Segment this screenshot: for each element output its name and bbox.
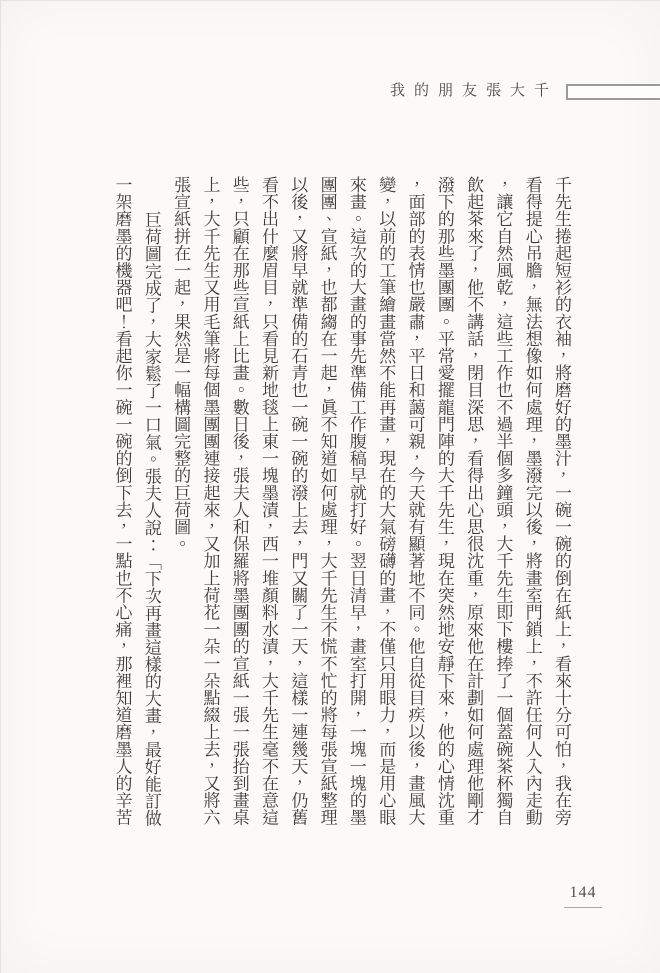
text-column: 千先生捲起短衫的衣袖，將磨好的墨汁，一碗一碗的倒在紙上，看來十分可怕，我在旁	[552, 176, 571, 826]
vertical-text-block	[107, 176, 576, 832]
text-column-paragraph-start: 巨荷圖完成了，大家鬆了一口氣。張夫人說：「下次再畫這樣的大畫，最好能訂做	[141, 210, 161, 827]
text-column: 些，只顧在那些宣紙上比畫。數日後，張夫人和保羅將墨團團的宣紙一張一張抬到畫桌	[229, 176, 249, 826]
text-column: 張宣紙拼在一起，果然是一幅構圖完整的巨荷圖。	[171, 176, 191, 553]
text-column: 潑下的那些墨團團。平常愛擺龍門陣的大千先生，現在突然地安靜下來，他的心情沈重	[434, 176, 454, 826]
running-head-title: 我的朋友張大千	[389, 83, 558, 99]
text-column: 團團、宣紙，也都縐在一起，眞不知道如何處理，大千先生不慌不忙的將每張宣紙整理	[317, 176, 337, 826]
text-column: 飲起茶來了，他不講話，閉目深思，看得出心思很沈重，原來他在計劃如何處理他剛才	[464, 176, 484, 826]
text-column: 上，大千先生又用毛筆將每個墨團團連接起來，又加上荷花一朵一朵點綴上去，又將六	[200, 176, 220, 826]
text-column: ，讓它自然風乾，這些工作也不過半個多鐘頭，大千先生即下樓捧了一個蓋碗茶杯獨自	[493, 176, 513, 826]
header-rule-box	[566, 84, 660, 100]
text-column: 來畫。這次的大畫的事先準備工作腹稿早就打好。翌日清早，畫室打開，一塊一塊的墨	[346, 176, 366, 826]
page-number: 144	[564, 884, 602, 908]
text-column: 變，以前的工筆繪畫當然不能再畫，現在的大氣磅礴的畫，不僅只用眼力，而是用心眼	[376, 176, 396, 826]
text-column: 一架磨墨的機器吧！看起你一碗一碗的倒下去，一點也不心痛，那裡知道磨墨人的辛苦	[112, 176, 132, 826]
text-column: 看不出什麼眉目，只看見新地毯上東一塊墨漬，西一堆顏料水漬，大千先生毫不在意這	[259, 176, 279, 826]
text-column: 以後，又將早就準備的石青也一碗一碗的潑上去，門又關了一天，這樣一連幾天，仍舊	[288, 176, 308, 826]
text-column: ，面部的表情也嚴肅，平日和藹可親，今天就有顯著地不同。他自從目疾以後，畫風大	[405, 176, 425, 826]
text-column: 看得提心吊膽，無法想像如何處理，墨潑完以後，將畫室門鎖上，不許任何人入內走動	[522, 176, 542, 826]
